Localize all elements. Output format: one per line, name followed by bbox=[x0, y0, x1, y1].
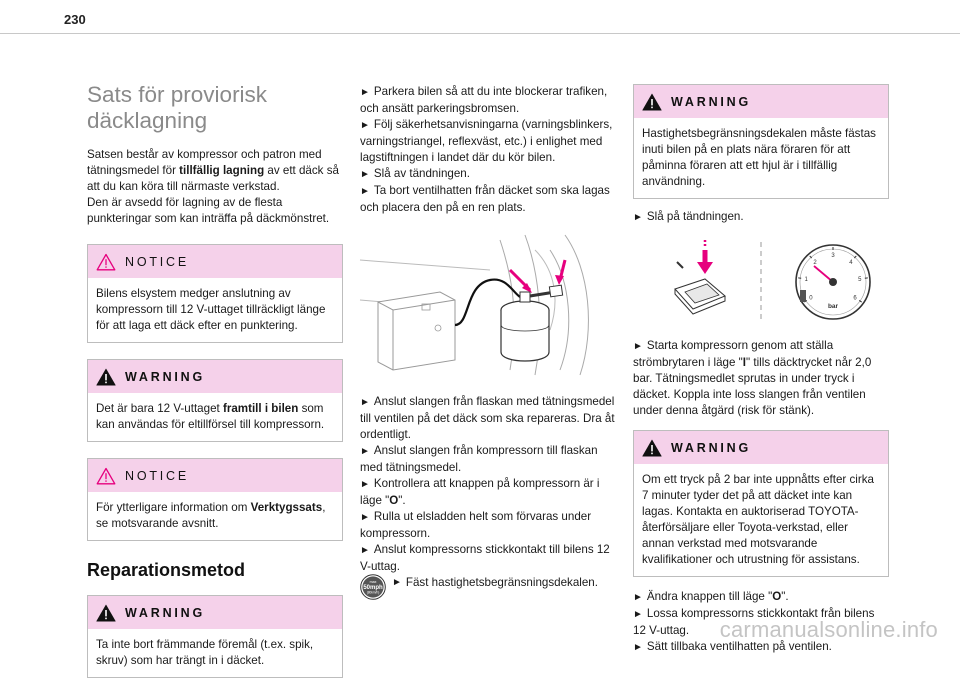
warning-text: Hastighetsbegränsningsdekalen måste fästas inuti bilen på en plats nära föraren för att påminna föraren att ett hjul är i tillfällig användning. bbox=[634, 118, 888, 198]
step-speed-sticker: max 50mph (80km/h) ► Fäst hastighetsbegränsningsdekalen. bbox=[360, 575, 616, 600]
arrow-icon: ► bbox=[360, 446, 370, 457]
arrow-icon: ► bbox=[360, 186, 370, 197]
warning-label: WARNING bbox=[125, 369, 205, 385]
repair-method-title: Reparationsmetod bbox=[87, 559, 343, 581]
notice-text: För ytterligare information om Verktygssats, se motsvarande avsnitt. bbox=[88, 492, 342, 540]
warning-header bbox=[634, 431, 888, 464]
arrow-icon: ► bbox=[392, 575, 402, 591]
step-unplug: ► Lossa kompressorns stickkontakt från bilens 12 V-uttag. bbox=[633, 606, 889, 639]
step-switch-off: ► Ändra knappen till läge "O". bbox=[633, 589, 889, 606]
top-divider bbox=[0, 33, 960, 34]
notice-header bbox=[88, 459, 342, 492]
pressure-gauge bbox=[796, 245, 870, 319]
arrow-icon: ► bbox=[633, 212, 643, 223]
arrow-icon: ► bbox=[633, 592, 643, 603]
gauge-tick-label: 2 bbox=[813, 260, 817, 266]
page-number: 230 bbox=[64, 12, 86, 27]
warning-box-1 bbox=[87, 359, 343, 442]
warning-text: Ta inte bort främmande föremål (t.ex. spik, skruv) som har trängt in i däcket. bbox=[88, 629, 342, 677]
section-title bbox=[87, 82, 343, 134]
warning-header bbox=[88, 360, 342, 393]
intro-paragraph-2: Den är avsedd för lagning av de flesta punkteringar som kan inträffa på däckmönstret. bbox=[87, 195, 343, 227]
warning-triangle-icon bbox=[96, 368, 116, 386]
warning-header bbox=[634, 85, 888, 118]
section-title-line1: Sats för proviorisk bbox=[87, 82, 267, 107]
compressor-illustration bbox=[360, 230, 616, 380]
gauge-unit: bar bbox=[828, 303, 839, 310]
warning-label: WARNING bbox=[671, 440, 751, 456]
step-safety: ► Följ säkerhetsanvisningarna (varningsblinkers, varningstriangel, reflexväst, etc.) i enlighet med lagstiftningen i landet där du kör bilen. bbox=[360, 117, 616, 166]
gauge-tick-label: 6 bbox=[853, 296, 857, 302]
column-left bbox=[87, 74, 343, 678]
svg-text:50mph: 50mph bbox=[363, 585, 383, 591]
watermark: carmanualsonline.info bbox=[720, 617, 938, 643]
svg-text:(80km/h): (80km/h) bbox=[367, 591, 380, 595]
warning-label: WARNING bbox=[125, 605, 205, 621]
gauge-tick-label: 3 bbox=[831, 253, 835, 259]
arrow-icon: ► bbox=[360, 545, 370, 556]
speed-limit-badge-icon bbox=[360, 574, 386, 600]
arrow-icon: ► bbox=[633, 341, 643, 352]
notice-box-2 bbox=[87, 458, 343, 541]
step-plug-in: ► Anslut kompressorns stickkontakt till bilens 12 V-uttag. bbox=[360, 542, 616, 575]
step-ignition-off: ► Slå av tändningen. bbox=[360, 166, 616, 183]
warning-box-2 bbox=[87, 595, 343, 678]
step-unroll-cable: ► Rulla ut elsladden helt som förvaras under kompressorn. bbox=[360, 509, 616, 542]
step-start-compressor: ► Starta kompressorn genom att ställa strömbrytaren i läge "I" tills däcktrycket når 2,0 bar. Tätningsmedlet sprutas in under tryck i däcket. Koppla inte loss slangen från ventilen under denna åtgärd (risk för stänk). bbox=[633, 338, 889, 419]
column-right bbox=[633, 68, 889, 656]
step-ignition-on: ► Slå på tändningen. bbox=[633, 209, 889, 226]
warning-triangle-icon bbox=[642, 439, 662, 457]
intro-paragraph: Satsen består av kompressor och patron med tätningsmedel för tillfällig lagning av ett däck så att du kan köra till närmaste verkstad. bbox=[87, 147, 343, 195]
warning-text: Om ett tryck på 2 bar inte uppnåtts efter cirka 7 minuter tyder det på att däcket inte kan lagas. Kontakta en auktoriserad TOYOTA-återförsäljare eller Toyota-verkstad, eller annan verkstad med motsvarande kvalifikationer och utrustning för assistans. bbox=[634, 464, 888, 576]
arrow-icon: ► bbox=[633, 609, 643, 620]
warning-triangle-icon bbox=[96, 604, 116, 622]
warning-triangle-icon bbox=[642, 93, 662, 111]
step-refit-cap: ► Sätt tillbaka ventilhatten på ventilen. bbox=[633, 639, 889, 656]
notice-label: NOTICE bbox=[125, 468, 189, 484]
switch-and-gauge-illustration bbox=[633, 234, 889, 330]
arrow-icon: ► bbox=[360, 169, 370, 180]
warning-box-3 bbox=[633, 84, 889, 199]
arrow-icon: ► bbox=[360, 397, 370, 408]
warning-triangle-outline-icon bbox=[96, 253, 116, 271]
arrow-icon: ► bbox=[360, 512, 370, 523]
arrow-icon: ► bbox=[360, 120, 370, 131]
notice-header bbox=[88, 245, 342, 278]
step-check-switch: ► Kontrollera att knappen på kompressorn är i läge "O". bbox=[360, 476, 616, 509]
arrow-icon: ► bbox=[360, 87, 370, 98]
warning-header bbox=[88, 596, 342, 629]
step-connect-compressor: ► Anslut slangen från kompressorn till flaskan med tätningsmedel. bbox=[360, 443, 616, 476]
gauge-tick-label: 5 bbox=[858, 277, 862, 283]
gauge-tick-label: 1 bbox=[805, 277, 809, 283]
gauge-tick-label: 4 bbox=[849, 260, 853, 266]
step-park: ► Parkera bilen så att du inte blockerar trafiken, och ansätt parkeringsbromsen. bbox=[360, 84, 616, 117]
notice-box-1 bbox=[87, 244, 343, 343]
warning-box-4 bbox=[633, 430, 889, 577]
warning-label: WARNING bbox=[671, 94, 751, 110]
svg-text:max: max bbox=[370, 580, 377, 584]
warning-triangle-outline-icon bbox=[96, 467, 116, 485]
step-connect-bottle: ► Anslut slangen från flaskan med tätningsmedel till ventilen på det däck som ska repareras. Dra åt ordentligt. bbox=[360, 394, 616, 443]
step-valve-cap: ► Ta bort ventilhatten från däcket som ska lagas och placera den på en ren plats. bbox=[360, 183, 616, 216]
notice-label: NOTICE bbox=[125, 254, 189, 270]
arrow-icon: ► bbox=[360, 479, 370, 490]
notice-text: Bilens elsystem medger anslutning av kompressorn till 12 V-uttaget tillräckligt länge för att laga ett däck efter en punktering. bbox=[88, 278, 342, 342]
gauge-tick-label: 0 bbox=[809, 296, 813, 302]
column-middle bbox=[360, 84, 616, 600]
warning-text: Det är bara 12 V-uttaget framtill i bilen som kan användas för eltillförsel till kompressorn. bbox=[88, 393, 342, 441]
section-title-line2: däcklagning bbox=[87, 108, 207, 133]
arrow-icon: ► bbox=[633, 642, 643, 653]
